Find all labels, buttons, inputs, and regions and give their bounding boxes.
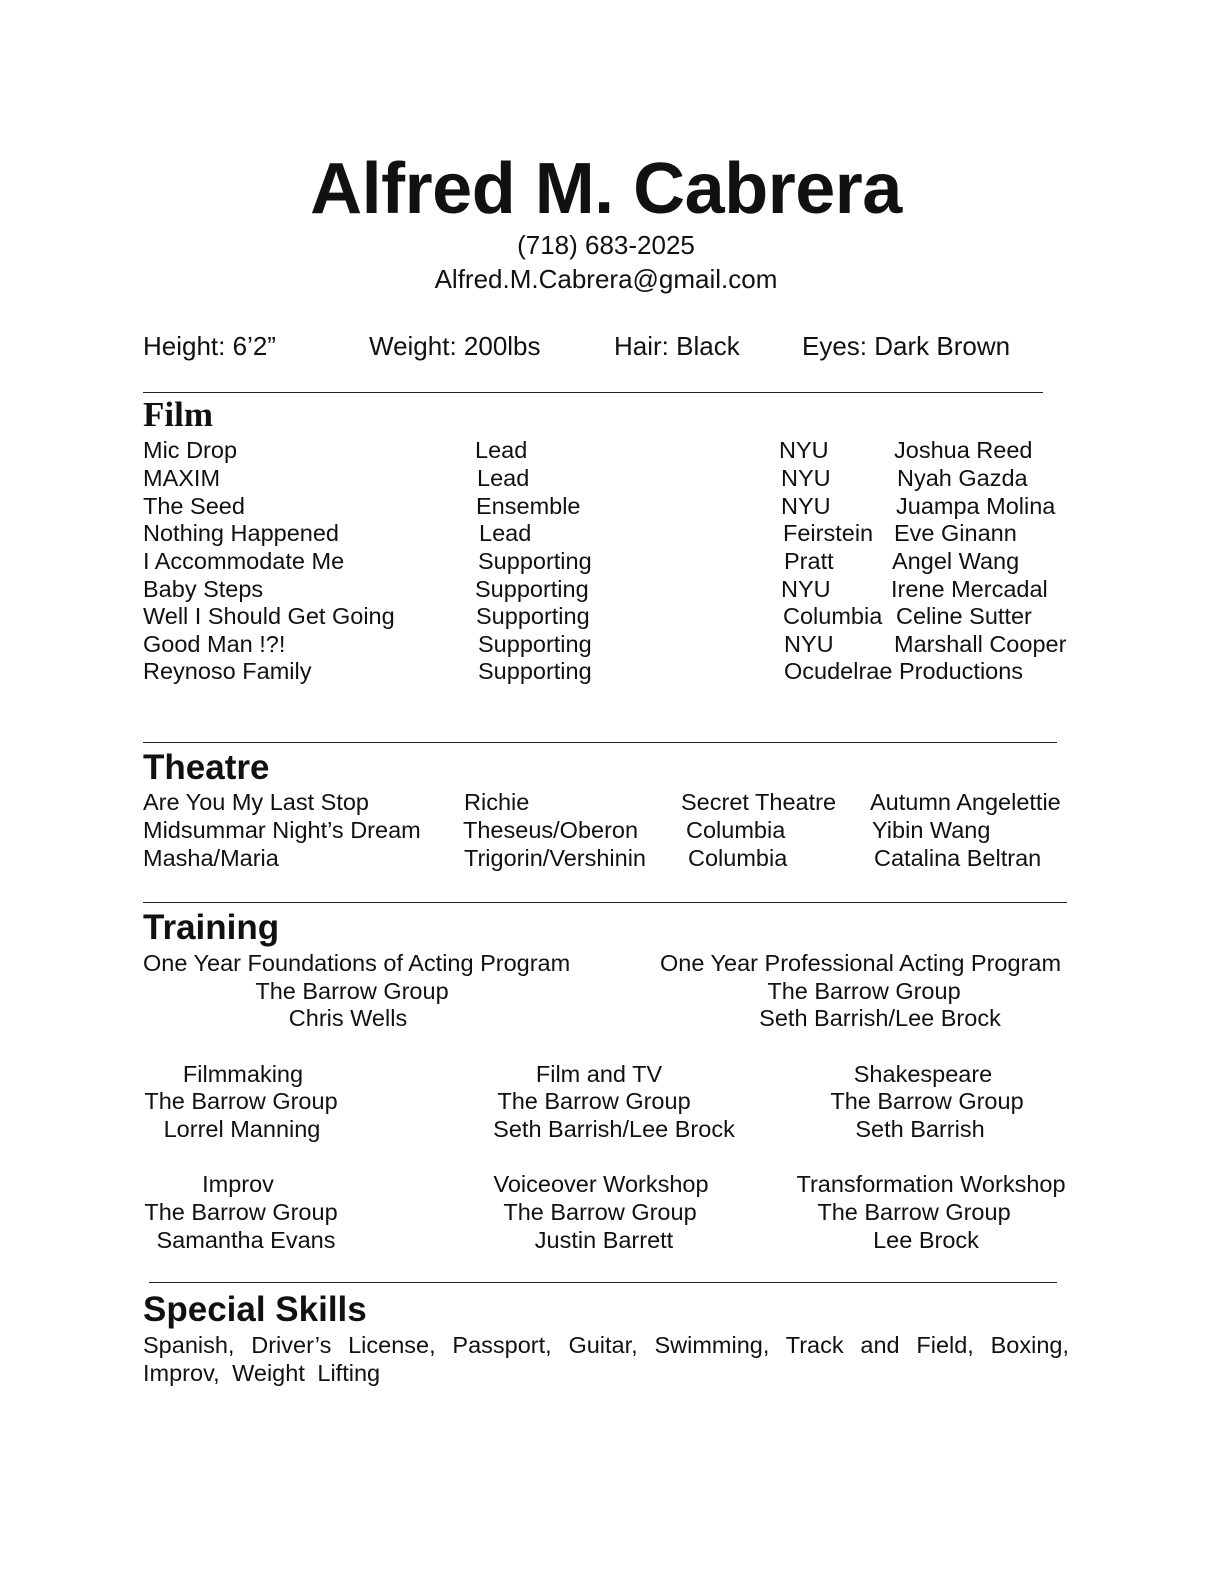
film-role: Supporting (478, 658, 592, 684)
skills-list: Spanish, Driver’s License, Passport, Guitar, Swimming, Track and Field, Boxing, Improv, Weight Lifting (143, 1332, 1069, 1386)
workshop-course: Filmmaking (182, 1061, 304, 1087)
film-title: Nothing Happened (143, 520, 339, 546)
theatre-venue: Secret Theatre (681, 789, 837, 815)
film-venue: NYU (781, 576, 831, 602)
eyes-stat: Eyes: Dark Brown (802, 331, 1011, 361)
divider-rule (143, 742, 1057, 743)
film-title: Well I Should Get Going (143, 603, 395, 629)
height-stat: Height: 6’2” (143, 331, 276, 361)
program-teacher: Chris Wells (288, 1005, 408, 1031)
theatre-title: Midsummar Night’s Dream (143, 817, 421, 843)
actor-name: Alfred M. Cabrera (310, 149, 902, 229)
theatre-role: Theseus/Oberon (463, 817, 639, 843)
film-title: The Seed (143, 493, 245, 519)
theatre-heading: Theatre (143, 748, 270, 787)
film-venue: NYU (781, 493, 831, 519)
workshop-course: Transformation Workshop (796, 1171, 1066, 1197)
film-venue: Columbia (783, 603, 883, 629)
email-address: Alfred.M.Cabrera@gmail.com (434, 264, 778, 294)
film-role: Ensemble (476, 493, 581, 519)
film-director: Nyah Gazda (897, 465, 1028, 491)
film-title: Mic Drop (143, 437, 238, 463)
program-teacher: Seth Barrish/Lee Brock (759, 1005, 1001, 1031)
film-director: Celine Sutter (896, 603, 1032, 629)
workshop-teacher: Seth Barrish/Lee Brock (493, 1116, 735, 1142)
workshop-course: Shakespeare (853, 1061, 993, 1087)
program-school: The Barrow Group (255, 978, 449, 1004)
theatre-role: Trigorin/Vershinin (464, 845, 646, 871)
workshop-teacher: Justin Barrett (534, 1227, 674, 1253)
film-title: I Accommodate Me (143, 548, 345, 574)
program-course: One Year Professional Acting Program (660, 950, 1062, 976)
film-title: Baby Steps (143, 576, 264, 602)
film-role: Supporting (476, 603, 590, 629)
theatre-director: Catalina Beltran (874, 845, 1042, 871)
film-director: Marshall Cooper (894, 631, 1067, 657)
film-role: Lead (479, 520, 532, 546)
workshop-school: The Barrow Group (144, 1088, 338, 1114)
workshop-teacher: Lorrel Manning (163, 1116, 321, 1142)
workshop-school: The Barrow Group (503, 1199, 697, 1225)
workshop-school: The Barrow Group (817, 1199, 1011, 1225)
film-director: Irene Mercadal (891, 576, 1048, 602)
theatre-director: Yibin Wang (872, 817, 991, 843)
program-course: One Year Foundations of Acting Program (143, 950, 571, 976)
film-title: MAXIM (143, 465, 221, 491)
theatre-director: Autumn Angelettie (870, 789, 1061, 815)
program-school: The Barrow Group (767, 978, 961, 1004)
theatre-title: Are You My Last Stop (143, 789, 370, 815)
film-title: Reynoso Family (143, 658, 312, 684)
film-role: Lead (477, 465, 530, 491)
divider-rule (143, 902, 1067, 903)
theatre-venue: Columbia (688, 845, 788, 871)
film-venue: NYU (781, 465, 831, 491)
workshop-teacher: Lee Brock (873, 1227, 979, 1253)
film-title: Good Man !?! (143, 631, 286, 657)
workshop-course: Voiceover Workshop (493, 1171, 709, 1197)
workshop-school: The Barrow Group (830, 1088, 1024, 1114)
training-heading: Training (143, 908, 280, 947)
film-venue: Pratt (784, 548, 834, 574)
film-venue: NYU (784, 631, 834, 657)
film-role: Supporting (475, 576, 589, 602)
film-role: Lead (475, 437, 528, 463)
hair-stat: Hair: Black (614, 331, 740, 361)
film-director: Angel Wang (892, 548, 1020, 574)
workshop-course: Film and TV (535, 1061, 663, 1087)
film-heading: Film (143, 395, 213, 434)
divider-rule (149, 1282, 1057, 1283)
film-director: Joshua Reed (894, 437, 1033, 463)
film-venue: NYU (779, 437, 829, 463)
phone-number: (718) 683-2025 (517, 230, 695, 260)
workshop-course: Improv (202, 1171, 274, 1197)
skills-heading: Special Skills (143, 1290, 367, 1329)
workshop-teacher: Samantha Evans (156, 1227, 336, 1253)
divider-rule (143, 392, 1043, 393)
weight-stat: Weight: 200lbs (369, 331, 541, 361)
film-director: Juampa Molina (896, 493, 1056, 519)
workshop-school: The Barrow Group (497, 1088, 691, 1114)
film-venue: Ocudelrae Productions (784, 658, 1024, 684)
theatre-role: Richie (464, 789, 530, 815)
film-role: Supporting (478, 631, 592, 657)
theatre-title: Masha/Maria (143, 845, 279, 871)
film-role: Supporting (478, 548, 592, 574)
workshop-school: The Barrow Group (144, 1199, 338, 1225)
film-director: Eve Ginann (894, 520, 1017, 546)
workshop-teacher: Seth Barrish (855, 1116, 985, 1142)
theatre-venue: Columbia (686, 817, 786, 843)
film-venue: Feirstein (783, 520, 874, 546)
